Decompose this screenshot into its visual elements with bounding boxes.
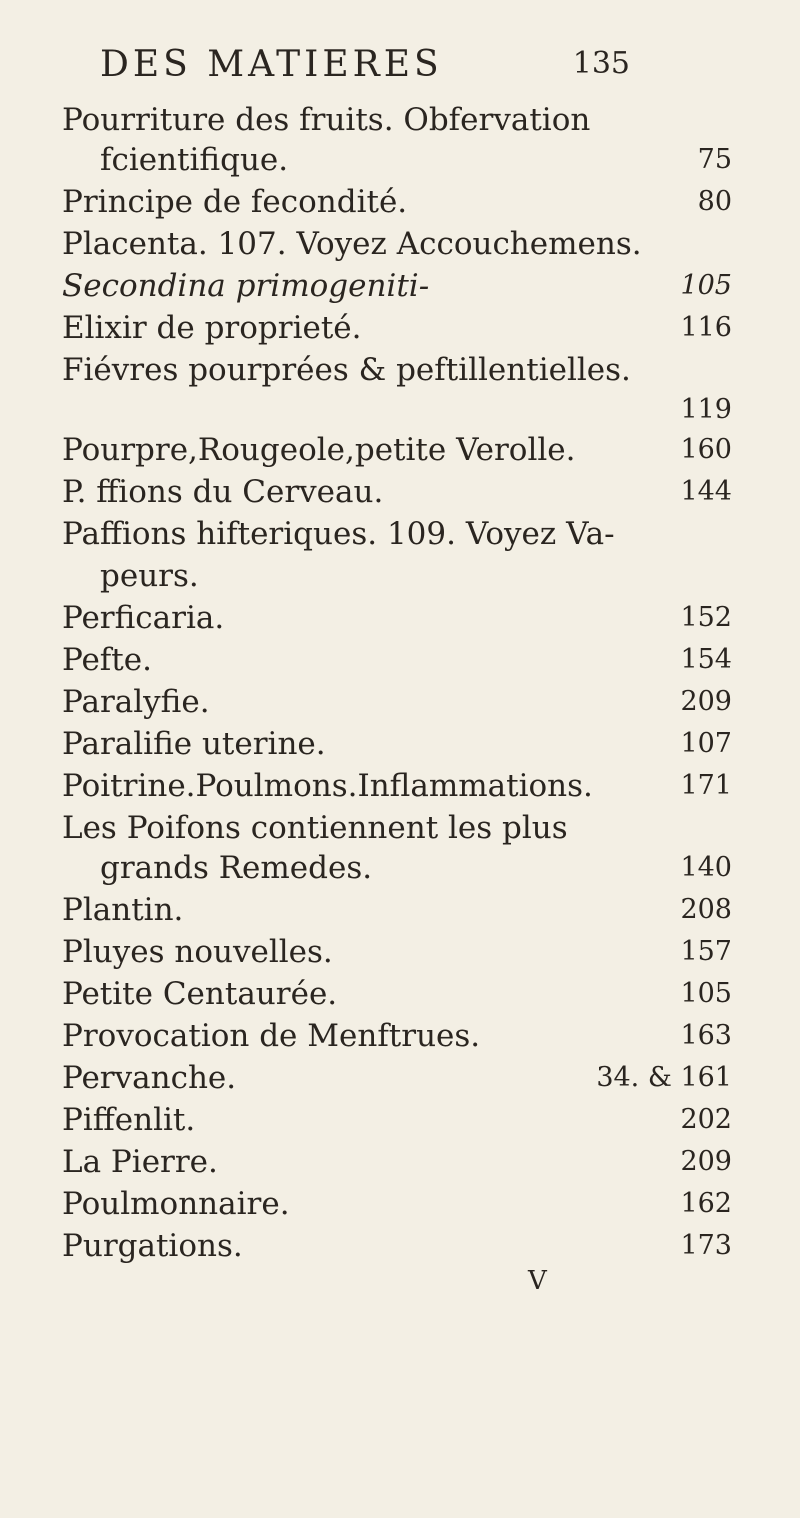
index-entry: Perficaria. 152 <box>62 600 732 636</box>
index-entry: Fiévres pourprées & peftillentielles. <box>62 352 631 388</box>
index-entry: Poitrine.Poulmons.Inflammations. 171 <box>62 768 732 804</box>
index-entry: Pourriture des fruits. Obfervation <box>62 102 591 138</box>
index-entry: grands Remedes. 140 <box>100 850 732 886</box>
running-header <box>100 44 630 85</box>
index-entry: Paralifie uterine. 107 <box>62 726 732 762</box>
index-entry: Secondina primogeniti- 105 <box>62 268 732 304</box>
index-entry: Paffions hifteriques. 109. Voyez Va- <box>62 516 615 552</box>
index-entry: Poulmonnaire. 162 <box>62 1186 732 1222</box>
index-entry: Paralyfie. 209 <box>62 684 732 720</box>
index-entry: P. ffions du Cerveau. 144 <box>62 474 732 510</box>
index-entry: La Pierre. 209 <box>62 1144 732 1180</box>
index-entry: Plantin. 208 <box>62 892 732 928</box>
page-number: 135 <box>572 46 630 81</box>
index-entry: 119 <box>680 394 732 425</box>
index-entry: Principe de fecondité. 80 <box>62 184 732 220</box>
index-entry: Placenta. 107. Voyez Accouchemens. <box>62 226 642 262</box>
index-entry: fcientifique. 75 <box>100 142 732 178</box>
index-entry: Provocation de Menftrues. 163 <box>62 1018 732 1054</box>
index-entry: Elixir de proprieté. 116 <box>62 310 732 346</box>
index-entry: peurs. <box>100 558 199 594</box>
index-entry: Purgations. 173 <box>62 1228 732 1264</box>
signature-mark: V <box>528 1266 547 1296</box>
index-entry: Pluyes nouvelles. 157 <box>62 934 732 970</box>
index-entry: Les Poifons contiennent les plus <box>62 810 568 846</box>
index-entry: Pourpre,Rougeole,petite Verolle. 160 <box>62 432 732 468</box>
index-entry: Pervanche. 34. & 161 <box>62 1060 732 1096</box>
index-entry: Pefte. 154 <box>62 642 732 678</box>
index-entry: Petite Centaurée. 105 <box>62 976 732 1012</box>
index-entry: Piffenlit. 202 <box>62 1102 732 1138</box>
header-title: DES MATIERES <box>100 44 443 85</box>
